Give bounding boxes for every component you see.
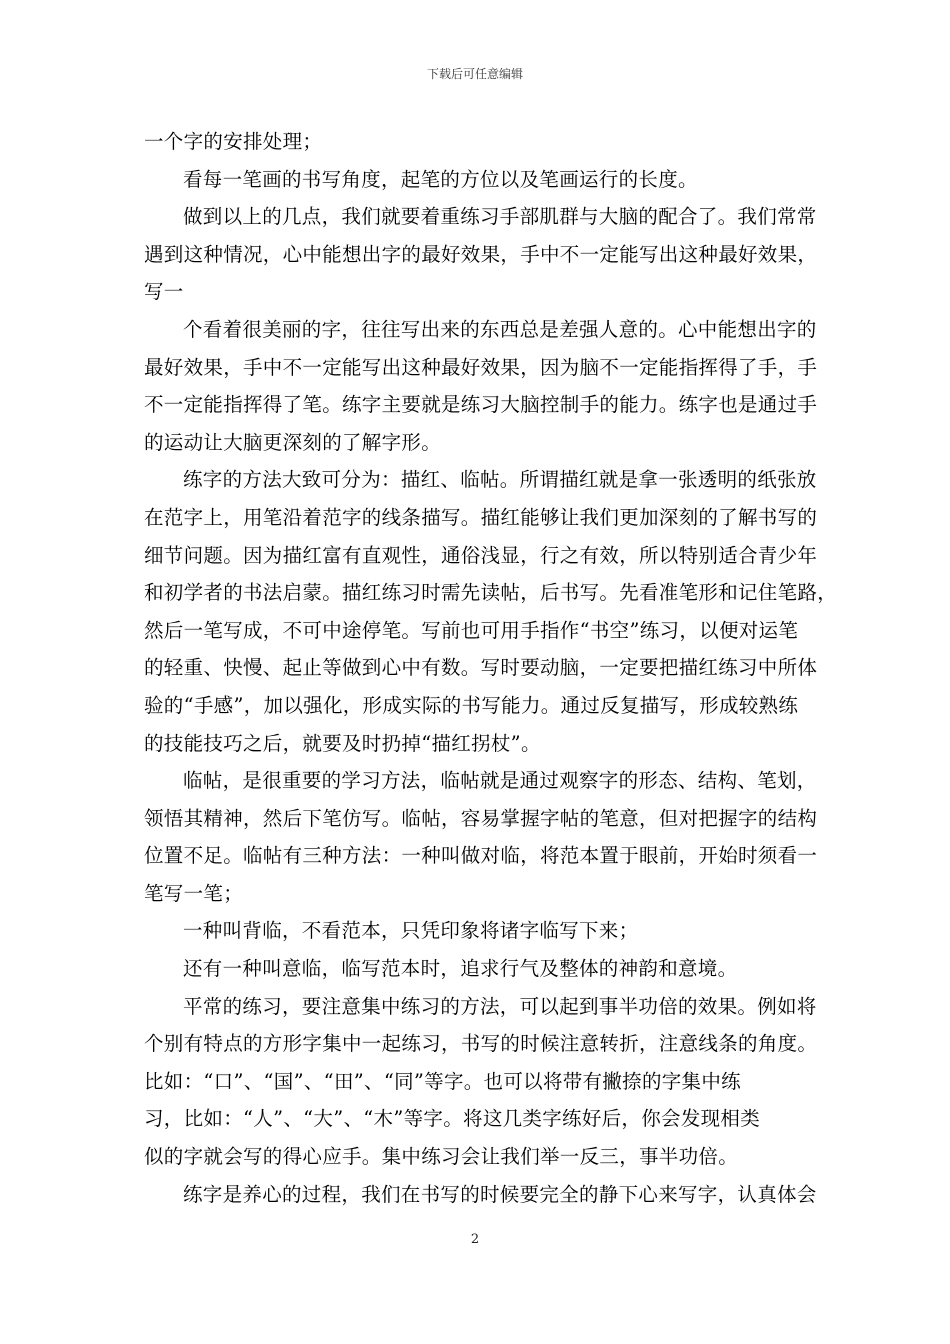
text-line: 个看着很美丽的字，往往写出来的东西总是差强人意的。心中能想出字的 xyxy=(183,317,817,341)
text-line: 最好效果，手中不一定能写出这种最好效果，因为脑不一定能指挥得了手，手 xyxy=(144,355,818,379)
text-line: 习，比如：“人”、“大”、“木”等字。将这几类字练好后，你会发现相类 xyxy=(144,1107,761,1131)
text-line: 然后一笔写成，不可中途停笔。写前也可用手指作“书空”练习，以便对运笔 xyxy=(144,618,799,642)
text-line: 的轻重、快慢、起止等做到心中有数。写时要动脑，一定要把描红练习中所体 xyxy=(144,656,818,680)
document-body xyxy=(144,123,838,1213)
text-line: 细节问题。因为描红富有直观性，通俗浅显，行之有效，所以特别适合青少年 xyxy=(144,543,818,567)
text-line: 验的“手感”，加以强化，形成实际的书写能力。通过反复描写，形成较熟练 xyxy=(144,693,799,717)
text-line: 的技能技巧之后，就要及时扔掉“描红拐杖”。 xyxy=(144,731,541,755)
text-line: 个别有特点的方形字集中一起练习，书写的时候注意转折，注意线条的角度。 xyxy=(144,1032,818,1056)
text-line: 练字的方法大致可分为：描红、临帖。所谓描红就是拿一张透明的纸张放 xyxy=(183,468,817,492)
text-line: 平常的练习，要注意集中练习的方法，可以起到事半功倍的效果。例如将 xyxy=(183,994,817,1018)
text-line: 和初学者的书法启蒙。描红练习时需先读帖，后书写。先看准笔形和记住笔路， xyxy=(144,581,838,605)
text-line: 的运动让大脑更深刻的了解字形。 xyxy=(144,430,442,454)
text-line: 练字是养心的过程，我们在书写的时候要完全的静下心来写字，认真体会 xyxy=(183,1182,817,1206)
text-line: 一种叫背临，不看范本，只凭印象将诸字临写下来； xyxy=(183,919,639,943)
text-line: 临帖，是很重要的学习方法，临帖就是通过观察字的形态、结构、笔划， xyxy=(183,769,817,793)
text-line: 写一 xyxy=(144,280,184,304)
text-line: 领悟其精神，然后下笔仿写。临帖，容易掌握字帖的笔意，但对把握字的结构 xyxy=(144,806,818,830)
text-line: 还有一种叫意临，临写范本时，追求行气及整体的神韵和意境。 xyxy=(183,957,738,981)
page-number: 2 xyxy=(470,1232,480,1247)
text-line: 看每一笔画的书写角度，起笔的方位以及笔画运行的长度。 xyxy=(183,167,698,191)
text-line: 做到以上的几点，我们就要着重练习手部肌群与大脑的配合了。我们常常 xyxy=(183,205,817,229)
text-line: 遇到这种情况，心中能想出字的最好效果，手中不一定能写出这种最好效果， xyxy=(144,242,818,266)
text-line: 不一定能指挥得了笔。练字主要就是练习大脑控制手的能力。练字也是通过手 xyxy=(144,393,818,417)
text-line: 比如：“口”、“国”、“田”、“同”等字。也可以将带有撇捺的字集中练 xyxy=(144,1069,741,1093)
text-line: 位置不足。临帖有三种方法：一种叫做对临，将范本置于眼前，开始时须看一 xyxy=(144,844,818,868)
page-header: 下载后可任意编辑 xyxy=(426,67,523,81)
text-line: 在范字上，用笔沿着范字的线条描写。描红能够让我们更加深刻的了解书写的 xyxy=(144,505,818,529)
text-line: 笔写一笔； xyxy=(144,881,244,905)
text-line: 一个字的安排处理； xyxy=(144,130,323,153)
text-line: 似的字就会写的得心应手。集中练习会让我们举一反三，事半功倍。 xyxy=(144,1145,739,1169)
